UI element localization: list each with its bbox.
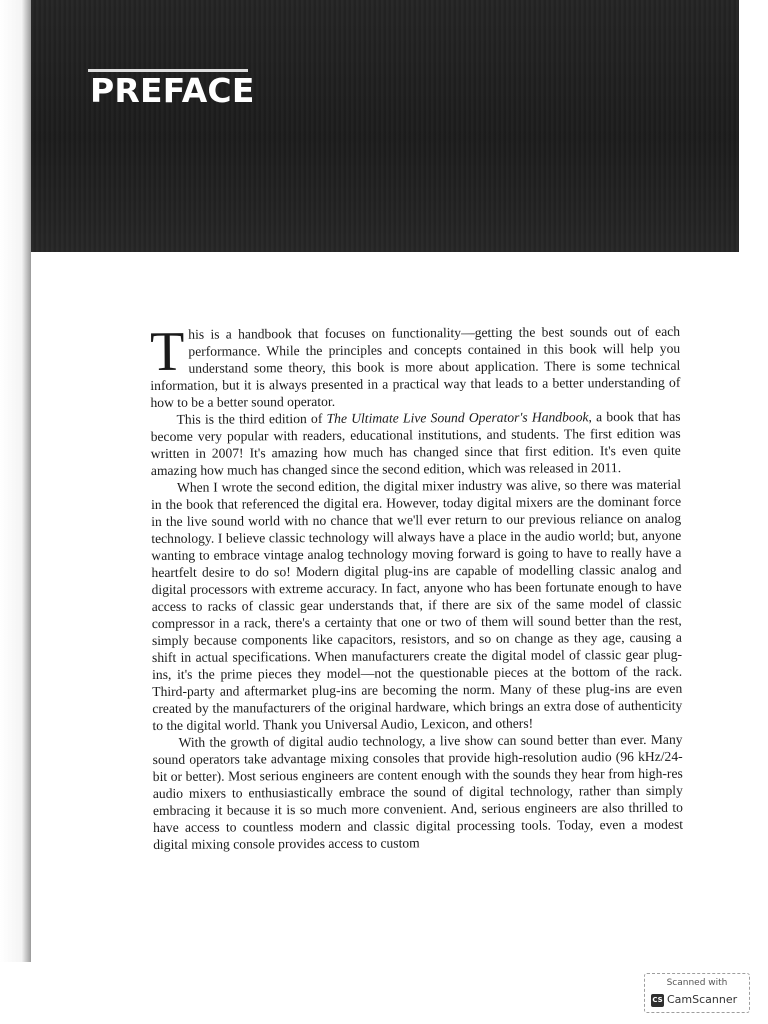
camscanner-logo-icon: CS: [651, 994, 664, 1007]
chapter-heading: PREFACE: [90, 71, 255, 110]
page-right-margin: [739, 0, 768, 962]
watermark-brand: CamScanner: [667, 993, 738, 1006]
paragraph-1-text: his is a handbook that focuses on functionality—getting the best sounds out of each performance. While the principles and concepts contained in this book will help you understand some theory, this book is more about application. There is some technical information, but it is always presented in a practical way that leads to a better understanding of how to be a better sound operator.: [150, 323, 681, 410]
book-title: The Ultimate Live Sound Operator's Handbook: [326, 409, 589, 426]
paragraph-3: When I wrote the second edition, the digital mixer industry was alive, so there was material in the book that referenced the digital era. However, today digital mixers are the dominant force in the live sound world with no chance that we'll ever return to our previous reliance on analog technology. I believe classic technology will always have a place in the audio world; but, anyone wanting to embrace vintage analog technology moving forward is going to have to really have a heartfelt desire to do so! Modern digital plug-ins are capable of modelling classic analog and digital processors with extreme accuracy. In fact, anyone who has been fortunate enough to have access to racks of classic gear understands that, if there are six of the same model of classic compressor in a rack, there's a certainty that one or two of them will sound better than the rest, simply because components like capacitors, resistors, and so on change as they age, causing a shift in actual specifications. When manufacturers create the digital model of classic gear plug-ins, it's the prime pieces they model—not the questionable pieces at the bottom of the rack. Third-party and aftermarket plug-ins are becoming the norm. Many of these plug-ins are even created by the manufacturers of the original hardware, which brings an extra dose of authenticity to the digital world. Thank you Universal Audio, Lexicon, and others!: [151, 476, 683, 733]
paragraph-1: [149, 320, 681, 411]
paragraph-4: With the growth of digital audio technology, a live show can sound better than ever. Many sound operators take advantage mixing consoles that provide high-resolution audio (96 kHz/24-bit or better). Most serious engineers are content enough with the sounds they hear from high-res audio mixers to enthusiastically embrace the sound of digital technology, rather than simply embracing it because it is so much more convenient. And, serious engineers are also thrilled to have access to countless modern and classic digital processing tools. Today, even a modest digital mixing console provides access to custom: [152, 731, 684, 852]
page-gutter-shadow: [0, 0, 31, 962]
chapter-header-band: [31, 0, 739, 252]
paragraph-2-before: This is the third edition of: [176, 410, 327, 427]
body-text: [149, 320, 684, 853]
paragraph-2-after: , a book that has become very popular with readers, educational institutions, and students. The first edition was written in 2007! It's amazing how much has changed since that first edition. It's even quite amazing how much has changed since the second edition, which was released in 2011.: [150, 408, 681, 478]
drop-cap: T: [149, 320, 185, 383]
paragraph-2: [151, 408, 681, 479]
camscanner-watermark: [644, 973, 750, 1013]
watermark-caption: Scanned with: [666, 978, 728, 988]
